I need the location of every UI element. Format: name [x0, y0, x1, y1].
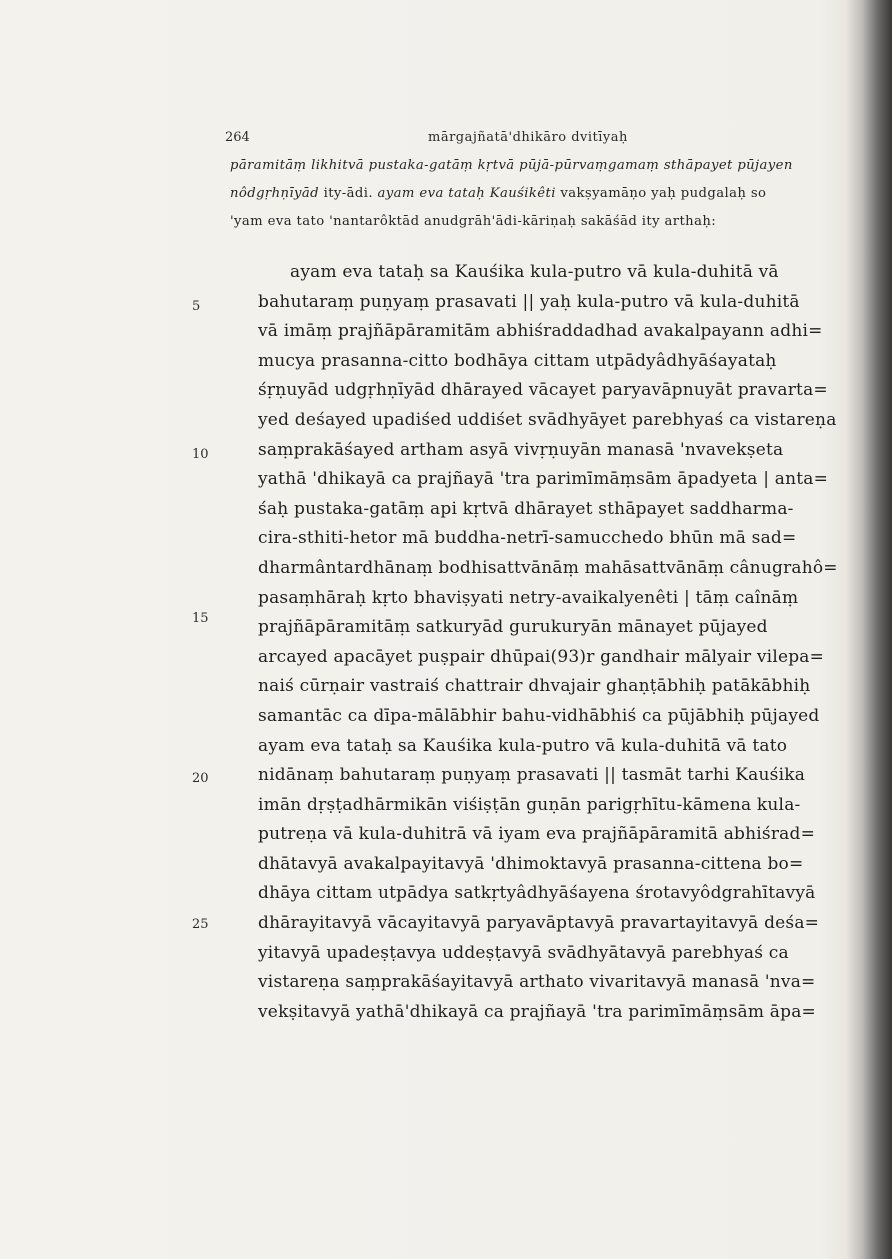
text-line: yitavyā upadeṣṭavya uddeṣṭavyā svādhyātavyā parebhyaś ca: [258, 942, 789, 963]
text-line: cira-sthiti-hetor mā buddha-netrī-samucchedo bhūn mā sad=: [258, 528, 797, 549]
text-line: yathā 'dhikayā ca prajñayā 'tra parimīmāṃsām āpadyeta | anta=: [258, 469, 829, 490]
commentary-italic: ayam eva tataḥ Kauśikêti: [377, 186, 556, 201]
text-line: vistareṇa saṃprakāśayitavyā arthato vivaritavyā manasā 'nva=: [258, 972, 816, 993]
text-line: samantāc ca dīpa-mālābhir bahu-vidhābhiś ca pūjābhiḥ pūjayed: [258, 705, 820, 726]
commentary-roman: vakṣyamāṇo yaḥ pudgalaḥ so: [555, 186, 767, 201]
text-line: yed deśayed upadiśed uddiśet svādhyāyet parebhyaś ca vistareṇa: [258, 409, 837, 430]
text-line: dhātavyā avakalpayitavyā 'dhimoktavyā prasanna-cittena bo=: [258, 853, 804, 874]
text-line: naiś cūrṇair vastraiś chattrair dhvajair ghaṇṭābhiḥ patākābhiḥ: [258, 676, 811, 697]
text-line: vekṣitavyā yathā'dhikayā ca prajñayā 'tra parimīmāṃsām āpa=: [258, 1001, 816, 1022]
text-line: śṛṇuyād udgṛhṇīyād dhārayed vācayet paryavāpnuyāt pravarta=: [258, 380, 828, 401]
page-number: 264: [225, 130, 250, 145]
line-number-15: 15: [192, 611, 209, 626]
book-spine-shadow: [846, 0, 892, 1259]
text-line: ayam eva tataḥ sa Kauśika kula-putro vā kula-duhitā vā: [290, 262, 779, 282]
commentary-italic: nôdgṛhṇīyād: [230, 186, 319, 201]
line-number-20: 20: [192, 771, 209, 786]
text-line: imān dṛṣṭadhārmikān viśiṣṭān guṇān parigṛhītu-kāmena kula-: [258, 794, 801, 815]
text-line: dhāya cittam utpādya satkṛtyâdhyāśayena śrotavyôdgrahītavyā: [258, 883, 816, 904]
text-line: prajñāpāramitāṃ satkuryād gurukuryān mānayet pūjayed: [258, 617, 768, 638]
text-line: ayam eva tataḥ sa Kauśika kula-putro vā kula-duhitā vā tato: [258, 735, 788, 756]
commentary-block: [230, 152, 830, 236]
line-number-10: 10: [192, 447, 209, 462]
running-title: mārgajñatā'dhikāro dvitīyaḥ: [428, 130, 628, 145]
text-line: nidānaṃ bahutaraṃ puṇyaṃ prasavati || tasmāt tarhi Kauśika: [258, 765, 806, 786]
line-number-25: 25: [192, 917, 209, 932]
text-line: vā imāṃ prajñāpāramitām abhiśraddadhad avakalpayann adhi=: [258, 321, 823, 342]
commentary-line: 'yam eva tato 'nantarôktād anudgrāh'ādi-kāriṇaḥ sakāśād ity arthaḥ:: [230, 214, 717, 229]
commentary-line: pāramitāṃ likhitvā pustaka-gatāṃ kṛtvā pūjā-pūrvaṃgamaṃ sthāpayet pūjayen: [230, 158, 793, 173]
text-line: bahutaraṃ puṇyaṃ prasavati || yaḥ kula-putro vā kula-duhitā: [258, 291, 800, 312]
line-number-5: 5: [192, 299, 201, 314]
text-line: arcayed apacāyet puṣpair dhūpai(93)r gandhair mālyair vilepa=: [258, 646, 825, 667]
commentary-line: [230, 180, 830, 208]
main-text-block: [258, 258, 838, 1027]
text-line: dharmântardhānaṃ bodhisattvānāṃ mahāsattvānāṃ cânugrahô=: [258, 557, 838, 578]
text-line: dhārayitavyā vācayitavyā paryavāptavyā pravartayitavyā deśa=: [258, 913, 820, 934]
text-line: pasaṃhāraḥ kṛto bhaviṣyati netry-avaikalyenêti | tāṃ caînāṃ: [258, 587, 799, 608]
commentary-roman: ity-ādi.: [318, 186, 378, 201]
text-line: saṃprakāśayed artham asyā vivṛṇuyān manasā 'nvavekṣeta: [258, 439, 784, 460]
text-line: mucya prasanna-citto bodhāya cittam utpādyâdhyāśayataḥ: [258, 350, 777, 371]
text-line: putreṇa vā kula-duhitrā vā iyam eva prajñāpāramitā abhiśrad=: [258, 824, 816, 845]
text-line: śaḥ pustaka-gatāṃ api kṛtvā dhārayet sthāpayet saddharma-: [258, 498, 794, 519]
